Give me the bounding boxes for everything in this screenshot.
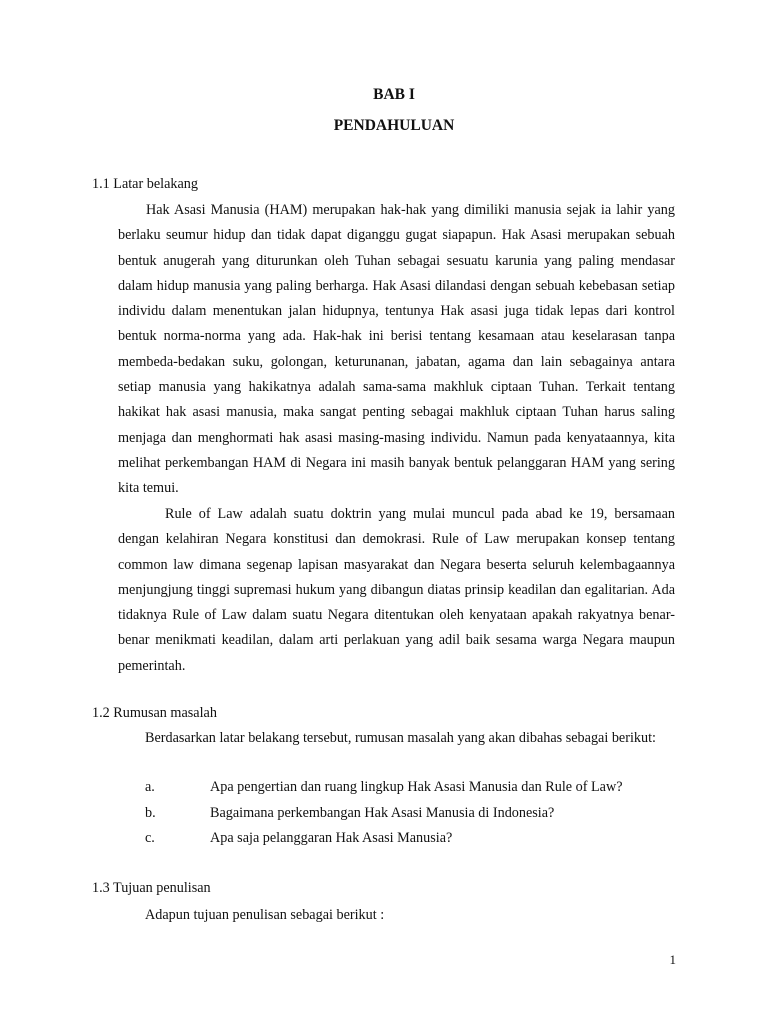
section-heading-background: 1.1 Latar belakang — [92, 176, 198, 192]
paragraph-ham: Hak Asasi Manusia (HAM) merupakan hak-hak yang dimiliki manusia sejak ia lahir yang berlaku seumur hidup dan tidak dapat diganggu gugat siapapun. Hak Asasi merupakan sebuah bentuk anugerah yang diturunkan oleh Tuhan sebagai sesuatu karunia yang paling mendasar dalam hidup manusia yang paling berharga. Hak Asasi dilandasi dengan sebuah kebebasan setiap individu dalam menentukan jalan hidupnya, tentunya Hak asasi juga tidak lepas dari kontrol bentuk norma-norma yang ada. Hak-hak ini berisi tentang kesamaan atau keselarasan tanpa membeda-bedakan suku, golongan, keturunanan, jabatan, agama dan lain sebagainya antara setiap manusia yang hakikatnya adalah sama-sama makhluk ciptaan Tuhan. Terkait tentang hakikat hak asasi manusia, maka sangat penting sebagai makhluk ciptaan Tuhan harus saling menjaga dan menghormati hak asasi masing-masing individu. Namun pada kenyataannya, kita melihat perkembangan HAM di Negara ini masih banyak bentuk pelanggaran HAM yang sering kita temui. — [118, 202, 675, 497]
problem-intro: Berdasarkan latar belakang tersebut, rumusan masalah yang akan dibahas sebagai berikut: — [145, 730, 656, 746]
list-text: Bagaimana perkembangan Hak Asasi Manusia di Indonesia? — [210, 805, 555, 821]
list-marker: c. — [145, 830, 155, 846]
chapter-number: BAB I — [373, 86, 415, 103]
list-text: Apa saja pelanggaran Hak Asasi Manusia? — [210, 830, 453, 846]
purpose-intro: Adapun tujuan penulisan sebagai berikut : — [145, 907, 385, 923]
chapter-title: PENDAHULUAN — [333, 117, 455, 134]
paragraph-rule-of-law: Rule of Law adalah suatu doktrin yang mulai muncul pada abad ke 19, bersamaan dengan kelahiran Negara konstitusi dan demokrasi. Rule of Law merupakan konsep tentang common law dimana segenap lapisan masyarakat dan Negara beserta seluruh kelembagaannya menjungjung tinggi supremasi hukum yang dibangun diatas prinsip keadilan dan egalitarian. Ada tidaknya Rule of Law dalam suatu Negara ditentukan oleh kenyataan apakah rakyatnya benar-benar menikmati keadilan, dalam arti perlakuan yang adil baik sesama warga Negara maupun pemerintah. — [118, 506, 675, 674]
list-marker: a. — [145, 779, 155, 795]
page-number: 1 — [669, 952, 676, 967]
section-heading-problem: 1.2 Rumusan masalah — [92, 705, 217, 721]
section-heading-purpose: 1.3 Tujuan penulisan — [92, 880, 211, 896]
list-marker: b. — [145, 805, 156, 821]
list-text: Apa pengertian dan ruang lingkup Hak Asasi Manusia dan Rule of Law? — [210, 779, 623, 795]
